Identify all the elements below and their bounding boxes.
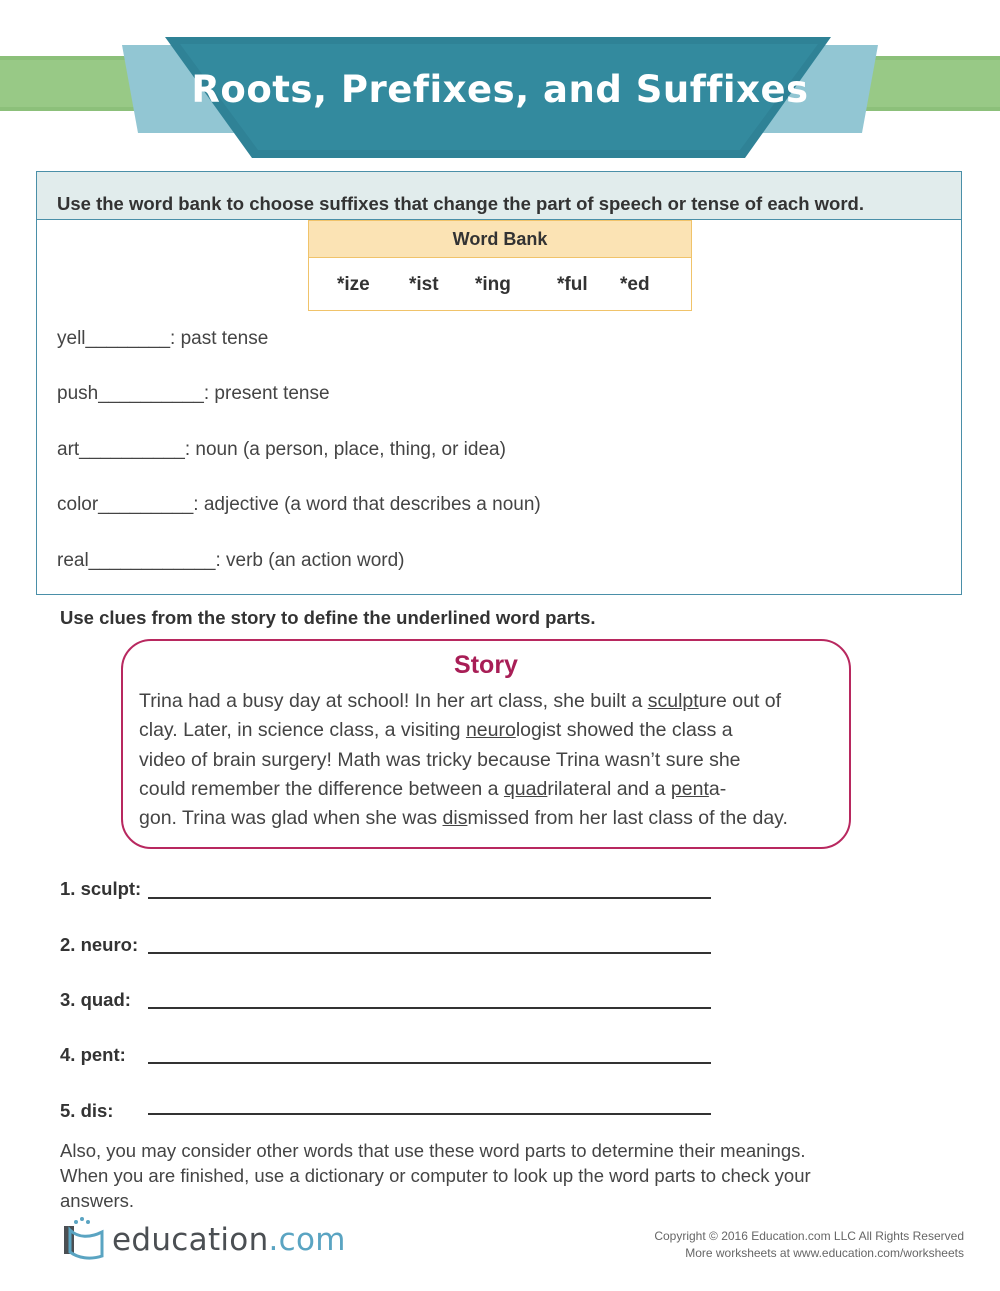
suffix-question[interactable]: art__________: noun (a person, place, thing, or idea) xyxy=(57,439,506,460)
copyright-text: Copyright © 2016 Education.com LLC All Rights Reserved xyxy=(654,1229,964,1243)
book-icon xyxy=(60,1216,108,1260)
suffix-question[interactable]: yell________: past tense xyxy=(57,328,269,349)
story-line: gon. Trina was glad when she was dismissed from her last class of the day. xyxy=(139,807,788,829)
story-line: video of brain surgery! Math was tricky because Trina wasn’t sure she xyxy=(139,749,741,771)
answer-label: 2. neuro: xyxy=(60,934,139,955)
underlined-word-part: quad xyxy=(503,778,548,800)
underlined-word-part: sculpt xyxy=(647,690,699,712)
word-bank-items xyxy=(309,258,691,310)
word-bank-item: *ful xyxy=(557,274,588,295)
answer-line[interactable] xyxy=(148,952,711,954)
title-banner xyxy=(0,0,1000,165)
answer-line[interactable] xyxy=(148,1062,711,1064)
logo-text: education.com xyxy=(112,1222,346,1258)
word-bank-heading: Word Bank xyxy=(309,221,691,258)
word-bank-item: *ed xyxy=(620,274,650,295)
story-title: Story xyxy=(454,651,518,679)
story-line: Trina had a busy day at school! In her art class, she built a sculpture out of xyxy=(139,690,782,712)
answer-line[interactable] xyxy=(148,1007,711,1009)
word-bank-item: *ist xyxy=(409,274,439,295)
instruction-text: Use the word bank to choose suffixes that change the part of speech or tense of each word. xyxy=(57,193,864,214)
suffix-exercise-box xyxy=(36,171,962,595)
answer-line[interactable] xyxy=(148,897,711,899)
closing-text: Also, you may consider other words that use these word parts to determine their meanings. xyxy=(60,1140,806,1161)
word-bank-item: *ing xyxy=(475,274,511,295)
answer-line[interactable] xyxy=(148,1113,711,1115)
word-bank-item: *ize xyxy=(337,274,370,295)
instruction-header xyxy=(37,172,961,220)
answer-label: 1. sculpt: xyxy=(60,878,142,899)
answer-label: 5. dis: xyxy=(60,1100,114,1121)
closing-text: answers. xyxy=(60,1190,135,1211)
underlined-word-part: pent xyxy=(670,778,709,800)
story-instruction: Use clues from the story to define the underlined word parts. xyxy=(60,607,596,628)
suffix-question[interactable]: push__________: present tense xyxy=(57,383,330,404)
underlined-word-part: neuro xyxy=(465,719,516,741)
answer-label: 4. pent: xyxy=(60,1044,126,1065)
word-bank xyxy=(308,220,692,311)
underlined-word-part: dis xyxy=(442,807,468,829)
more-worksheets-text: More worksheets at www.education.com/worksheets xyxy=(685,1246,964,1260)
story-line: clay. Later, in science class, a visiting neurologist showed the class a xyxy=(139,719,733,741)
story-box xyxy=(121,639,851,849)
answer-label: 3. quad: xyxy=(60,989,131,1010)
closing-text: When you are finished, use a dictionary or computer to look up the word parts to check your xyxy=(60,1165,811,1186)
suffix-question[interactable]: real____________: verb (an action word) xyxy=(57,550,405,571)
suffix-question[interactable]: color_________: adjective (a word that describes a noun) xyxy=(57,494,541,515)
story-line: could remember the difference between a quadrilateral and a penta- xyxy=(139,778,727,800)
page-title: Roots, Prefixes, and Suffixes xyxy=(191,68,809,111)
